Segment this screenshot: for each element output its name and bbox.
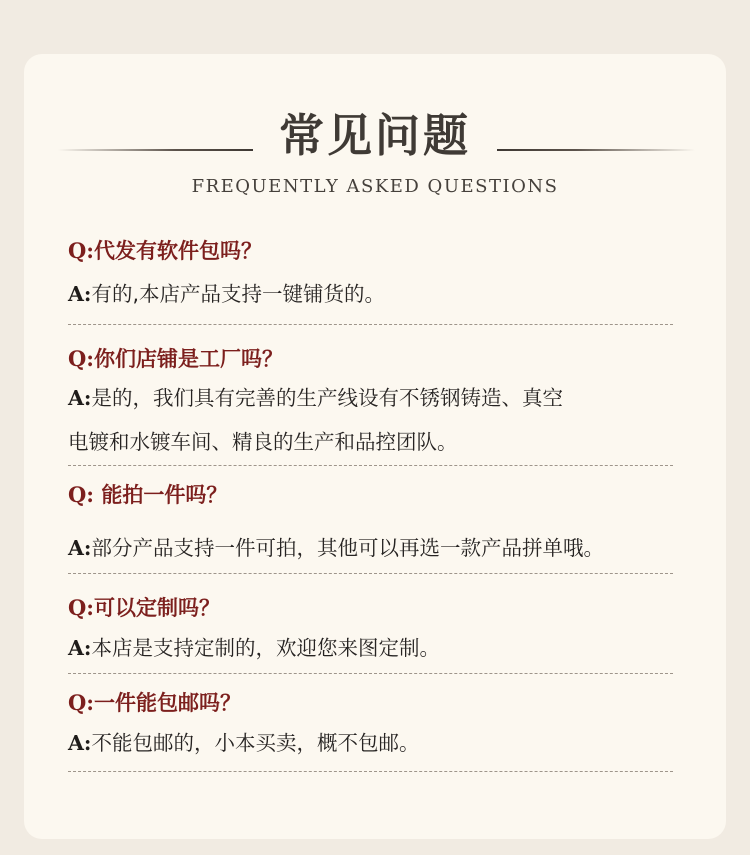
answer-text-line: 有的,本店产品支持一键铺货的。 xyxy=(91,282,385,306)
faq-answer xyxy=(68,376,708,420)
page-subtitle: FREQUENTLY ASKED QUESTIONS xyxy=(191,176,559,197)
answer-prefix: A: xyxy=(68,536,92,560)
faq-answer xyxy=(68,526,708,570)
answer-text-line: 不能包邮的，小本买卖，概不包邮。 xyxy=(91,731,420,755)
question-text: 你们店铺是工厂吗？ xyxy=(94,347,284,371)
faq-answer xyxy=(68,721,708,765)
faq-question xyxy=(68,480,708,510)
question-prefix: Q: xyxy=(68,690,95,715)
faq-divider xyxy=(68,673,673,674)
faq-item-1 xyxy=(68,236,708,316)
question-text: 一件能包邮吗？ xyxy=(94,691,242,715)
answer-text-line: 是的，我们具有完善的生产线设有不锈钢铸造、真空 xyxy=(91,386,563,410)
answer-text-line: 本店是支持定制的，欢迎您来图定制。 xyxy=(91,636,440,660)
faq-answer xyxy=(68,272,708,316)
answer-prefix: A: xyxy=(68,282,92,306)
question-prefix: Q: xyxy=(68,482,95,507)
answer-prefix: A: xyxy=(68,636,92,660)
faq-question xyxy=(68,236,708,266)
question-prefix: Q: xyxy=(68,595,95,620)
question-text: 能拍一件吗？ xyxy=(94,483,228,507)
question-text: 可以定制吗？ xyxy=(94,596,221,620)
question-text: 代发有软件包吗？ xyxy=(94,239,263,263)
faq-item-3 xyxy=(68,480,708,570)
faq-answer xyxy=(68,626,708,670)
question-prefix: Q: xyxy=(68,346,95,371)
answer-prefix: A: xyxy=(68,731,92,755)
faq-question xyxy=(68,593,708,623)
question-prefix: Q: xyxy=(68,238,95,263)
faq-divider xyxy=(68,771,673,772)
faq-divider xyxy=(68,573,673,574)
faq-answer-continuation: 电镀和水镀车间、精良的生产和品控团队。 xyxy=(68,430,458,454)
answer-prefix: A: xyxy=(68,386,92,410)
faq-item-2 xyxy=(68,344,708,464)
title-decor-line-right xyxy=(497,149,695,151)
faq-item-5 xyxy=(68,688,708,765)
answer-text-line: 部分产品支持一件可拍，其他可以再选一款产品拼单哦。 xyxy=(91,536,604,560)
title-decor-line-left xyxy=(58,149,253,151)
faq-question xyxy=(68,688,708,718)
faq-item-4 xyxy=(68,593,708,670)
page-title: 常见问题 xyxy=(278,109,471,162)
faq-question xyxy=(68,344,708,374)
faq-divider xyxy=(68,324,673,325)
faq-header xyxy=(0,0,750,200)
faq-divider xyxy=(68,465,673,466)
